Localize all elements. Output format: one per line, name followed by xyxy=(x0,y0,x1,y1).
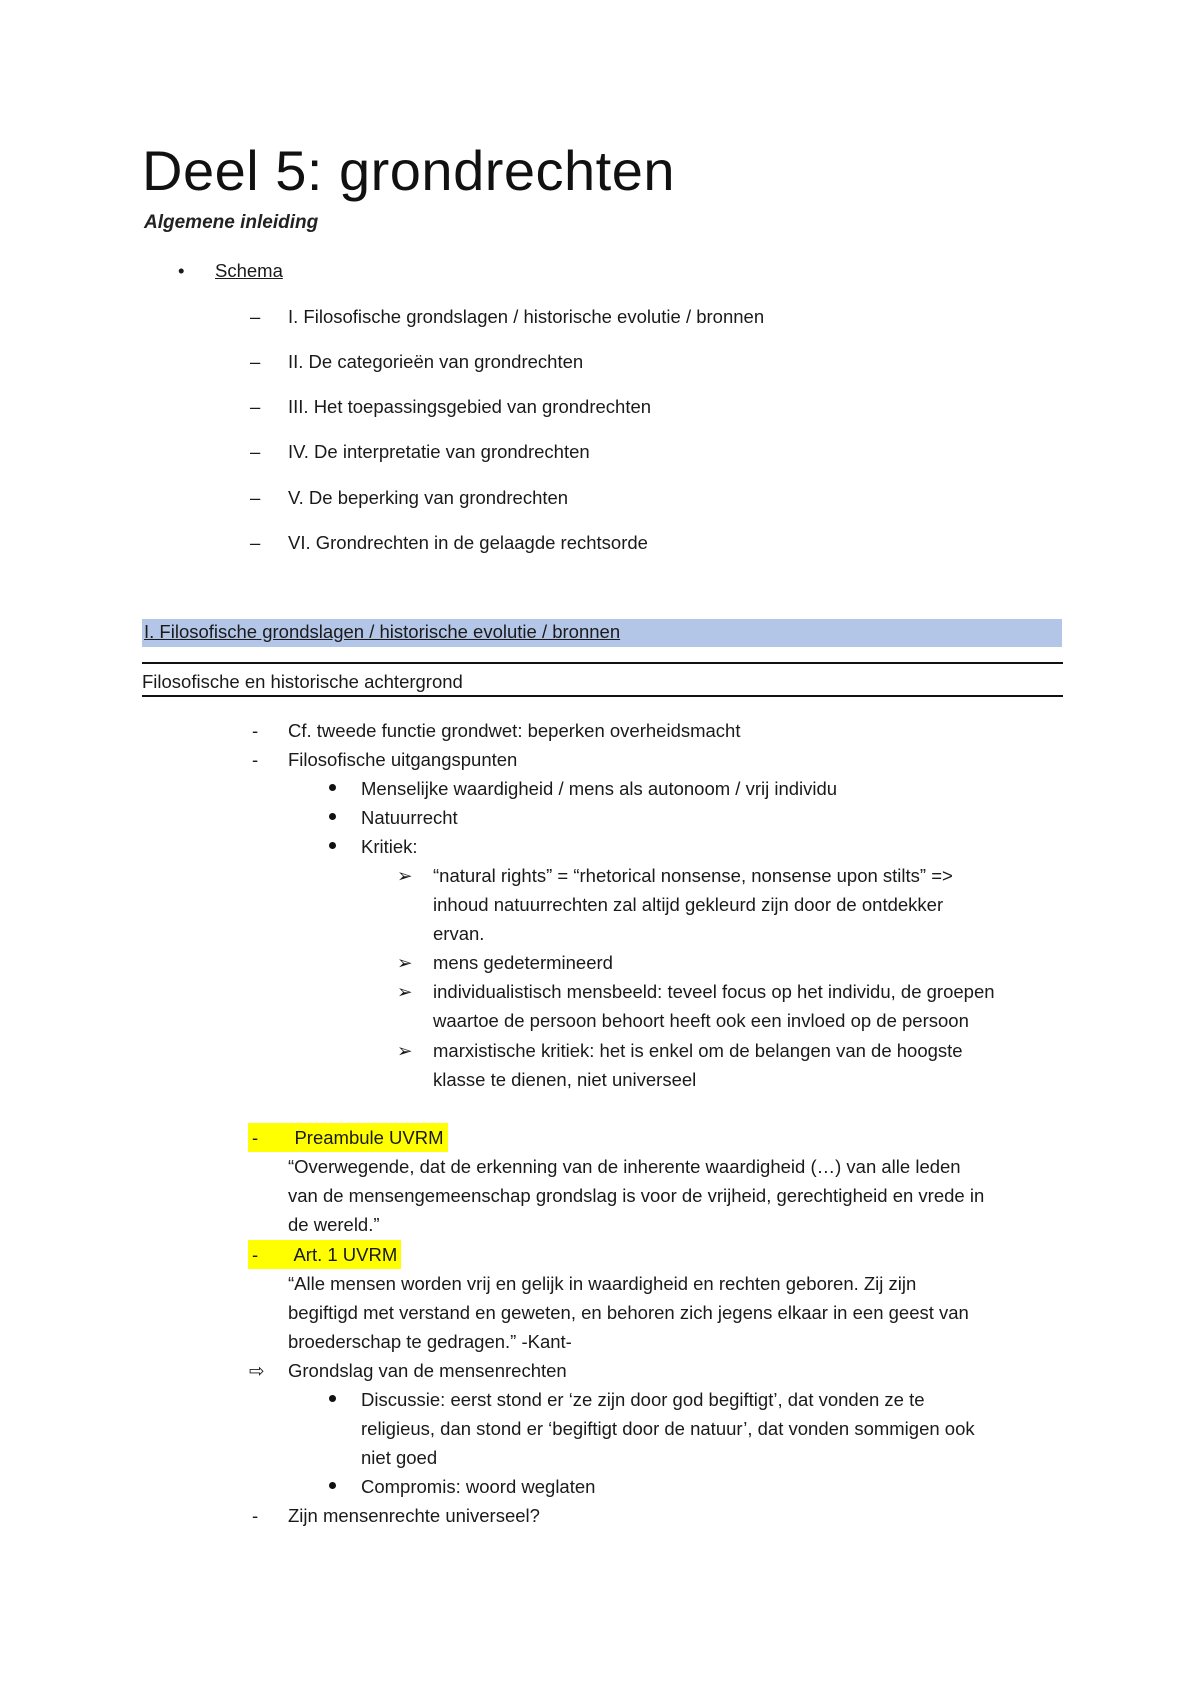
list-item: Kritiek: xyxy=(361,836,418,857)
dash-icon: - xyxy=(252,720,259,741)
dash-icon: – xyxy=(250,396,261,417)
schema-item: IV. De interpretatie van grondrechten xyxy=(288,441,590,462)
quote-line: “Alle mensen worden vrij en gelijk in waardigheid en rechten geboren. Zij zijn xyxy=(288,1273,917,1294)
list-item: Zijn mensenrechte universeel? xyxy=(288,1505,540,1526)
page-subtitle: Algemene inleiding xyxy=(144,212,319,233)
section-heading-bar xyxy=(142,619,1062,647)
schema-item: III. Het toepassingsgebied van grondrechten xyxy=(288,396,652,417)
dash-icon: – xyxy=(250,306,261,327)
arrow-bullet-icon: ➢ xyxy=(397,1040,413,1061)
dash-icon: - xyxy=(252,1127,259,1148)
page-title: Deel 5: grondrechten xyxy=(142,139,676,202)
list-item-cont: religieus, dan stond er ‘begiftigt door de natuur’, dat vonden sommigen ook xyxy=(361,1418,975,1439)
quote-line: begiftigd met verstand en geweten, en behoren zich jegens elkaar in een geest van xyxy=(288,1302,969,1323)
list-item: Cf. tweede functie grondwet: beperken overheidsmacht xyxy=(288,720,741,741)
divider xyxy=(142,695,1063,697)
preambule-label: Preambule UVRM xyxy=(294,1127,444,1148)
dash-icon: - xyxy=(252,1505,259,1526)
arrow-bullet-icon: ➢ xyxy=(397,952,413,973)
divider xyxy=(142,662,1063,664)
arrow-bullet-icon: ➢ xyxy=(397,981,413,1002)
bullet-icon: • xyxy=(178,260,185,281)
schema-label: Schema xyxy=(215,260,283,281)
list-item: “natural rights” = “rhetorical nonsense, nonsense upon stilts” => xyxy=(433,865,953,886)
list-item-cont: ervan. xyxy=(433,923,485,944)
dash-icon: - xyxy=(252,749,259,770)
bullet-icon xyxy=(329,1482,336,1489)
dash-icon: – xyxy=(250,532,261,553)
dash-icon: – xyxy=(250,487,261,508)
list-item: Natuurrecht xyxy=(361,807,458,828)
hollow-arrow-icon: ⇨ xyxy=(249,1360,265,1381)
bullet-icon xyxy=(329,842,336,849)
dash-icon: – xyxy=(250,351,261,372)
list-item: Menselijke waardigheid / mens als autonoom / vrij individu xyxy=(361,778,838,799)
list-item: Filosofische uitgangspunten xyxy=(288,749,518,770)
list-item-cont: waartoe de persoon behoort heeft ook een invloed op de persoon xyxy=(433,1010,969,1031)
list-item: Compromis: woord weglaten xyxy=(361,1476,596,1497)
art1-label: Art. 1 UVRM xyxy=(293,1244,398,1265)
bullet-icon xyxy=(329,1395,336,1402)
highlight-label xyxy=(248,1123,448,1152)
list-item-cont: klasse te dienen, niet universeel xyxy=(433,1069,697,1090)
list-item: mens gedetermineerd xyxy=(433,952,613,973)
subsection-heading: Filosofische en historische achtergrond xyxy=(142,671,463,692)
quote-line: broederschap te gedragen.” -Kant- xyxy=(288,1331,572,1352)
dash-icon: - xyxy=(252,1244,259,1265)
quote-line: “Overwegende, dat de erkenning van de inherente waardigheid (…) van alle leden xyxy=(288,1156,961,1177)
dash-icon: – xyxy=(250,441,261,462)
quote-line: van de mensengemeenschap grondslag is voor de vrijheid, gerechtigheid en vrede in xyxy=(288,1185,985,1206)
list-item: individualistisch mensbeeld: teveel focus op het individu, de groepen xyxy=(433,981,995,1002)
list-item-cont: niet goed xyxy=(361,1447,438,1468)
list-item: Discussie: eerst stond er ‘ze zijn door god begiftigt’, dat vonden ze te xyxy=(361,1389,925,1410)
highlight-label xyxy=(248,1240,401,1269)
bullet-icon xyxy=(329,784,336,791)
list-item: marxistische kritiek: het is enkel om de belangen van de hoogste xyxy=(433,1040,963,1061)
section-heading: I. Filosofische grondslagen / historische evolutie / bronnen xyxy=(144,621,621,642)
list-item-cont: inhoud natuurrechten zal altijd gekleurd zijn door de ontdekker xyxy=(433,894,944,915)
schema-item: VI. Grondrechten in de gelaagde rechtsorde xyxy=(288,532,648,553)
schema-item: II. De categorieën van grondrechten xyxy=(288,351,584,372)
schema-item: V. De beperking van grondrechten xyxy=(288,487,569,508)
schema-item: I. Filosofische grondslagen / historische evolutie / bronnen xyxy=(288,306,765,327)
bullet-icon xyxy=(329,813,336,820)
arrow-bullet-icon: ➢ xyxy=(397,865,413,886)
list-item: Grondslag van de mensenrechten xyxy=(288,1360,567,1381)
quote-line: de wereld.” xyxy=(288,1214,380,1235)
